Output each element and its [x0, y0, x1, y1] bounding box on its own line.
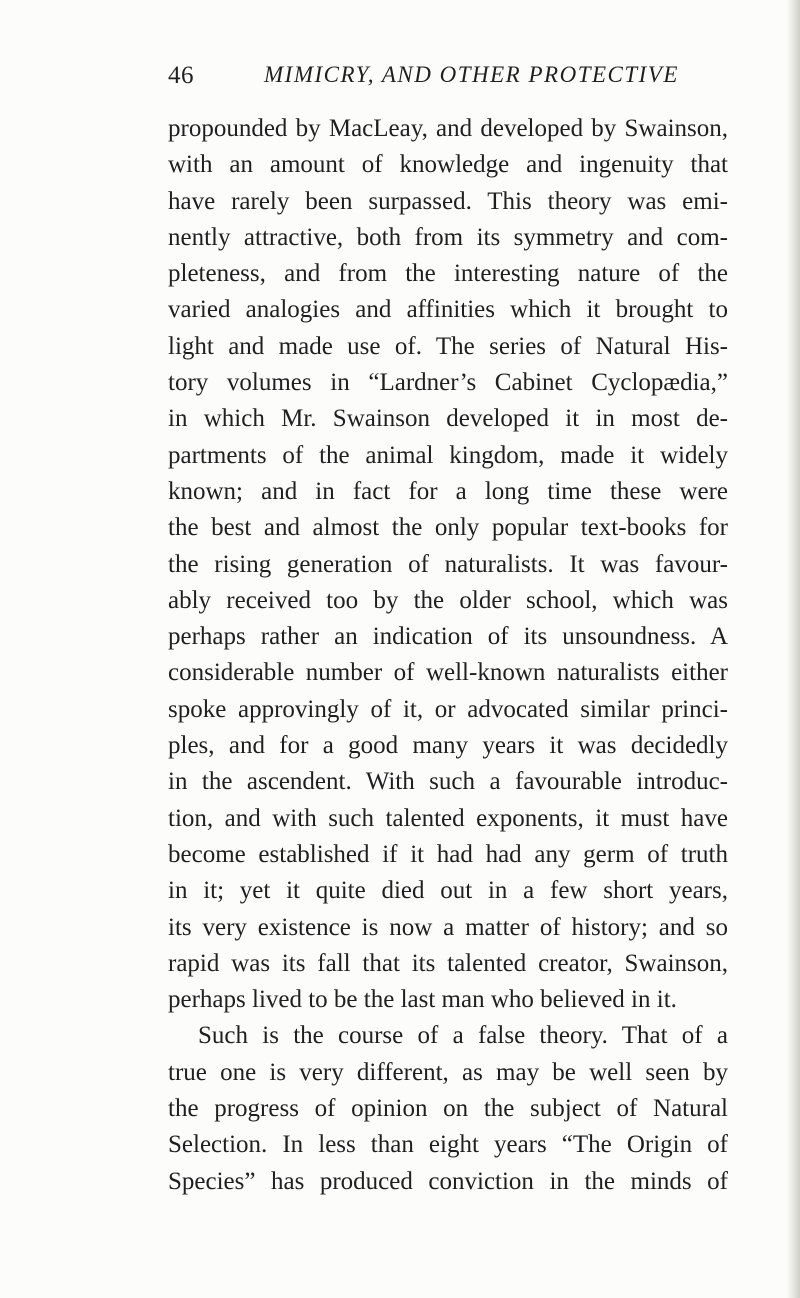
- text-line: perhaps rather an indication of its unsoundness. A: [168, 623, 728, 651]
- text-line: Species” has produced conviction in the minds of: [168, 1167, 728, 1195]
- page-number: 46: [168, 62, 194, 89]
- body-text: [168, 111, 728, 1200]
- text-line: propounded by MacLeay, and developed by Swainson,: [168, 115, 728, 142]
- text-line: have rarely been surpassed. This theory was emi-: [168, 187, 728, 215]
- text-line: the rising generation of naturalists. It was favour-: [168, 550, 728, 578]
- text-line: in it; yet it quite died out in a few short years,: [168, 877, 728, 905]
- text-line: true one is very different, as may be well seen by: [168, 1058, 728, 1086]
- text-line: light and made use of. The series of Natural His-: [168, 332, 728, 360]
- text-line: in the ascendent. With such a favourable introduc-: [168, 768, 728, 796]
- text-line: in which Mr. Swainson developed it in most de-: [168, 405, 728, 433]
- text-line: Such is the course of a false theory. That of a: [198, 1022, 728, 1050]
- text-line: its very existence is now a matter of history; and so: [168, 913, 728, 941]
- text-line: Selection. In less than eight years “The Origin of: [168, 1131, 728, 1159]
- text-line: the progress of opinion on the subject of Natural: [168, 1095, 728, 1123]
- text-line: partments of the animal kingdom, made it widely: [168, 441, 728, 469]
- text-line: nently attractive, both from its symmetry and com-: [168, 223, 728, 251]
- text-line: rapid was its fall that its talented creator, Swainson,: [168, 949, 728, 977]
- text-line: perhaps lived to be the last man who believed in it.: [168, 986, 677, 1014]
- text-line: the best and almost the only popular text-books for: [168, 514, 728, 542]
- page-edge-shadow: [786, 0, 800, 1298]
- text-line: become established if it had had any germ of truth: [168, 840, 728, 868]
- text-line: varied analogies and affinities which it brought to: [168, 296, 728, 324]
- text-line: considerable number of well-known naturalists either: [168, 659, 728, 687]
- text-line: spoke approvingly of it, or advocated similar princi-: [168, 695, 728, 723]
- text-line: pleteness, and from the interesting nature of the: [168, 260, 728, 288]
- text-line: known; and in fact for a long time these were: [168, 477, 728, 505]
- paragraph-2: [168, 1018, 728, 1199]
- text-line: ably received too by the older school, which was: [168, 586, 728, 614]
- text-line: ples, and for a good many years it was decidedly: [168, 732, 728, 760]
- text-line: tion, and with such talented exponents, it must have: [168, 804, 728, 832]
- text-line: tory volumes in “Lardner’s Cabinet Cyclopædia,”: [168, 369, 728, 397]
- text-line: with an amount of knowledge and ingenuity that: [168, 151, 728, 179]
- paragraph-1: [168, 111, 728, 1018]
- page-header: [168, 62, 728, 94]
- running-title: MIMICRY, AND OTHER PROTECTIVE: [264, 62, 679, 87]
